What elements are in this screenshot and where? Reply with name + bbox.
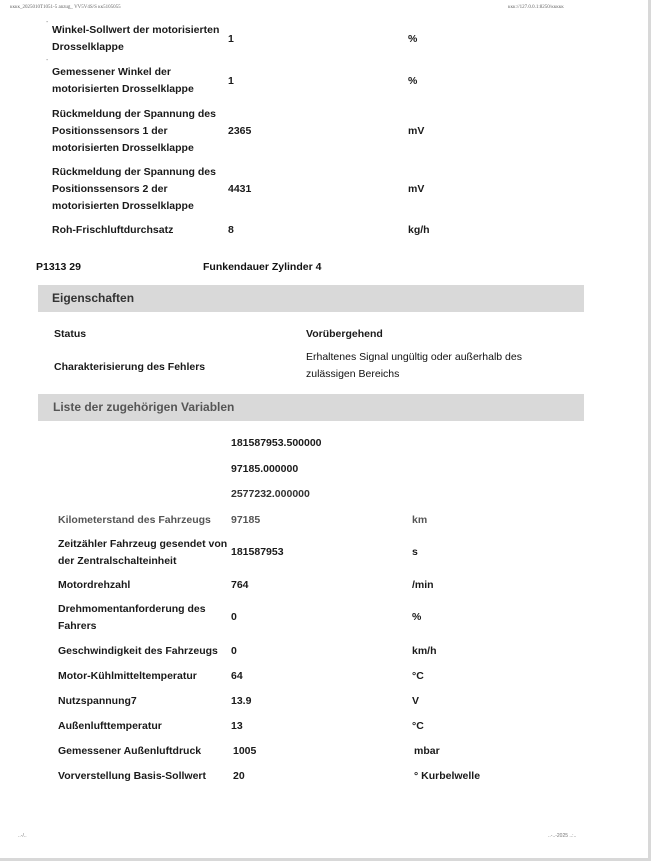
row-value: 2365 <box>228 125 252 137</box>
row-unit: km/h <box>412 645 437 657</box>
row-value: 181587953 <box>231 546 284 558</box>
raw-value: 181587953.500000 <box>231 437 322 449</box>
row-label: Motordrehzahl <box>58 579 131 591</box>
row-label: Rückmeldung der Spannung des Positionssensors 1 der motorisierten Drosselklappe <box>52 108 216 154</box>
print-header-left: ĸĸĸĸ_2025010T1051-5 anzug_ VV5V4S/S ĸĸ5105055 <box>10 5 121 10</box>
characterization-label: Charakterisierung des Fehlers <box>54 361 206 373</box>
row-unit: mV <box>408 183 425 195</box>
row-value: 764 <box>231 579 249 591</box>
row-unit: km <box>412 514 428 526</box>
row-unit: mbar <box>414 745 440 757</box>
row-label: Gemessener Winkel der motorisierten Drosselklappe <box>52 66 194 95</box>
row-value: 0 <box>231 645 237 657</box>
row-label: Nutzspannung7 <box>58 695 137 707</box>
row-value: 4431 <box>228 183 252 195</box>
row-value: 8 <box>228 224 234 236</box>
row-unit: % <box>412 611 422 623</box>
fault-description: Funkendauer Zylinder 4 <box>203 261 322 273</box>
raw-value: 2577232.000000 <box>231 488 310 500</box>
row-label: Vorverstellung Basis-Sollwert <box>58 770 207 782</box>
print-footer-right: ..-..-2025 ..:.. <box>548 833 577 839</box>
row-label: Rückmeldung der Spannung des Positionssensors 2 der motorisierten Drosselklappe <box>52 166 216 212</box>
scan-mark: - <box>46 19 49 26</box>
row-unit: °C <box>412 670 424 682</box>
status-value: Vorübergehend <box>306 328 383 340</box>
row-value: 1005 <box>233 745 257 757</box>
row-unit: °C <box>412 720 424 732</box>
row-label: Gemessener Außenluftdruck <box>58 745 202 757</box>
row-label: Motor-Kühlmitteltemperatur <box>58 670 197 682</box>
row-label: Drehmomentanforderung des Fahrers <box>58 603 206 632</box>
print-header-right: ĸĸĸ://127.0.0.1:8250/ĸĸĸĸĸ <box>508 5 564 10</box>
variables-section-header <box>38 394 584 421</box>
row-unit: ° Kurbelwelle <box>414 770 481 782</box>
row-unit: V <box>412 695 420 707</box>
fault-code: P1313 29 <box>36 261 81 273</box>
raw-value: 97185.000000 <box>231 463 299 475</box>
row-label: Zeitzähler Fahrzeug gesendet von der Zentralschalteinheit <box>58 538 228 567</box>
row-label: Winkel-Sollwert der motorisierten Drosselklappe <box>52 24 220 53</box>
row-unit: /min <box>412 579 434 591</box>
row-value: 13.9 <box>231 695 252 707</box>
row-unit: mV <box>408 125 425 137</box>
row-label: Geschwindigkeit des Fahrzeugs <box>58 645 218 657</box>
row-unit: kg/h <box>408 224 430 236</box>
row-unit: % <box>408 33 418 45</box>
row-value: 13 <box>231 720 243 732</box>
row-label: Außenlufttemperatur <box>58 720 162 732</box>
row-value: 20 <box>233 770 245 782</box>
properties-section-header <box>38 285 584 312</box>
characterization-value: Erhaltenes Signal ungültig oder außerhalb des zulässigen Bereichs <box>306 351 522 380</box>
print-footer-left: ..-/.. <box>18 833 27 839</box>
row-unit: % <box>408 75 418 87</box>
row-label: Kilometerstand des Fahrzeugs <box>58 514 211 526</box>
row-value: 64 <box>231 670 243 682</box>
row-value: 97185 <box>231 514 261 526</box>
row-value: 1 <box>228 33 234 45</box>
properties-title: Eigenschaften <box>52 291 135 305</box>
variables-title: Liste der zugehörigen Variablen <box>53 400 235 414</box>
scan-mark: - <box>46 57 49 64</box>
row-unit: s <box>412 546 418 558</box>
row-value: 0 <box>231 611 237 623</box>
status-label: Status <box>54 328 87 340</box>
row-value: 1 <box>228 75 234 87</box>
row-label: Roh-Frischluftdurchsatz <box>52 224 174 236</box>
